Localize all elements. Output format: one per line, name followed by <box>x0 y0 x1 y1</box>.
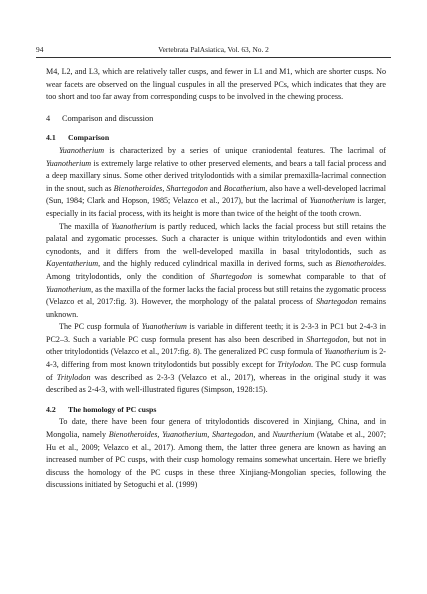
section-number: 4 <box>46 113 51 123</box>
section-title: Comparison and discussion <box>62 113 154 123</box>
subsection-heading-comparison <box>46 132 386 145</box>
paragraph-homology: To date, there have been four genera of tritylodontids discovered in Xinjiang, China, and in Mongolia, namely Bienotheroides, Yuanotherium, Shartegodon, and Nuurtherium (Watabe et al., 2007; Hu et al., 2009; Velazco et al., 2017). Among them, the latter three genera are known as having an increased number of PC cusps, with their cusp homology remains somewhat uncertain. Here we briefly discuss the homology of the PC cusps in these three Xinjiang-Mongolian species, following the discussions initiated by Setoguchi et al. (1999) <box>46 417 386 490</box>
paragraph-cusp-formula: The PC cusp formula of Yuanotherium is variable in different teeth; it is 2-3-3 in PC1 but 2-4-3 in PC2–3. Such a variable PC cusp formula present has also been described in Shartegodon, but not in other tritylodontids (Velazco et al., 2017:fig. 8). The generalized PC cusp formula of Yuanotherium is 2-4-3, differing from most known tritylodontids but possibly except for Tritylodon. The PC cusp formula of Tritylodon was described as 2-3-3 (Velazco et al., 2017), whereas in the original study it was described as 2-4-3, with well-illustrated figures (Simpson, 1928:15). <box>46 322 387 395</box>
subsection-title: The homology of PC cusps <box>68 404 157 414</box>
section-heading <box>46 113 386 126</box>
paragraph-maxilla: The maxilla of Yuanotherium is partly reduced, which lacks the facial process but still retains the palatal and zygomatic processes. Such a character is unique within tritylodontids and even within cynodonts, and it differs from the well-developed maxilla in basal tritylodontids, such as Kayentatherium, and the highly reduced cylindrical maxilla in derived forms, such as Bienotheroides. Among tritylodontids, only the condition of Shartegodon is somewhat comparable to that of Yuanotherium, as the maxilla of the former lacks the facial process but still retains the zygomatic process (Velazco et al, 2017:fig. 3). However, the morphology of the palatal process of Shartegodon remains unknown. <box>46 221 386 319</box>
subsection-heading-homology <box>46 404 386 417</box>
paragraph-continued: M4, L2, and L3, which are relatively taller cusps, and fewer in L1 and M1, which are shorter cusps. No wear facets are observed on the lingual cuspules in all the preserved PCs, which indicates that they are too short and too far away from corresponding cusps to be involved in the chewing process. <box>46 67 386 102</box>
journal-reference: Vertebrata PalAsiatica, Vol. 63, No. 2 <box>158 45 269 54</box>
subsection-number: 4.2 <box>46 404 56 414</box>
subsection-title: Comparison <box>68 133 110 143</box>
page-number: 94 <box>36 45 44 54</box>
paragraph-lacrimal: Yuanotherium is characterized by a series of unique craniodental features. The lacrimal of Yuanotherium is extremely large relative to other preserved elements, and bears a tall facial process and a deep maxillary sinus. Some other derived tritylodontids with a similar premaxilla-lacrimal connection in the snout, such as Bienotheroides, Shartegodon and Bocatherium, also have a well-developed lacrimal (Sun, 1984; Clark and Hopson, 1985; Velazco et al., 2017), but the lacrimal of Yuanotherium is larger, especially in its facial process, with its height is more than twice of the height of the tooth crown. <box>46 145 386 218</box>
body-text <box>46 66 386 492</box>
subsection-number: 4.1 <box>46 133 56 143</box>
header-rule <box>36 57 391 58</box>
running-head <box>36 44 391 56</box>
